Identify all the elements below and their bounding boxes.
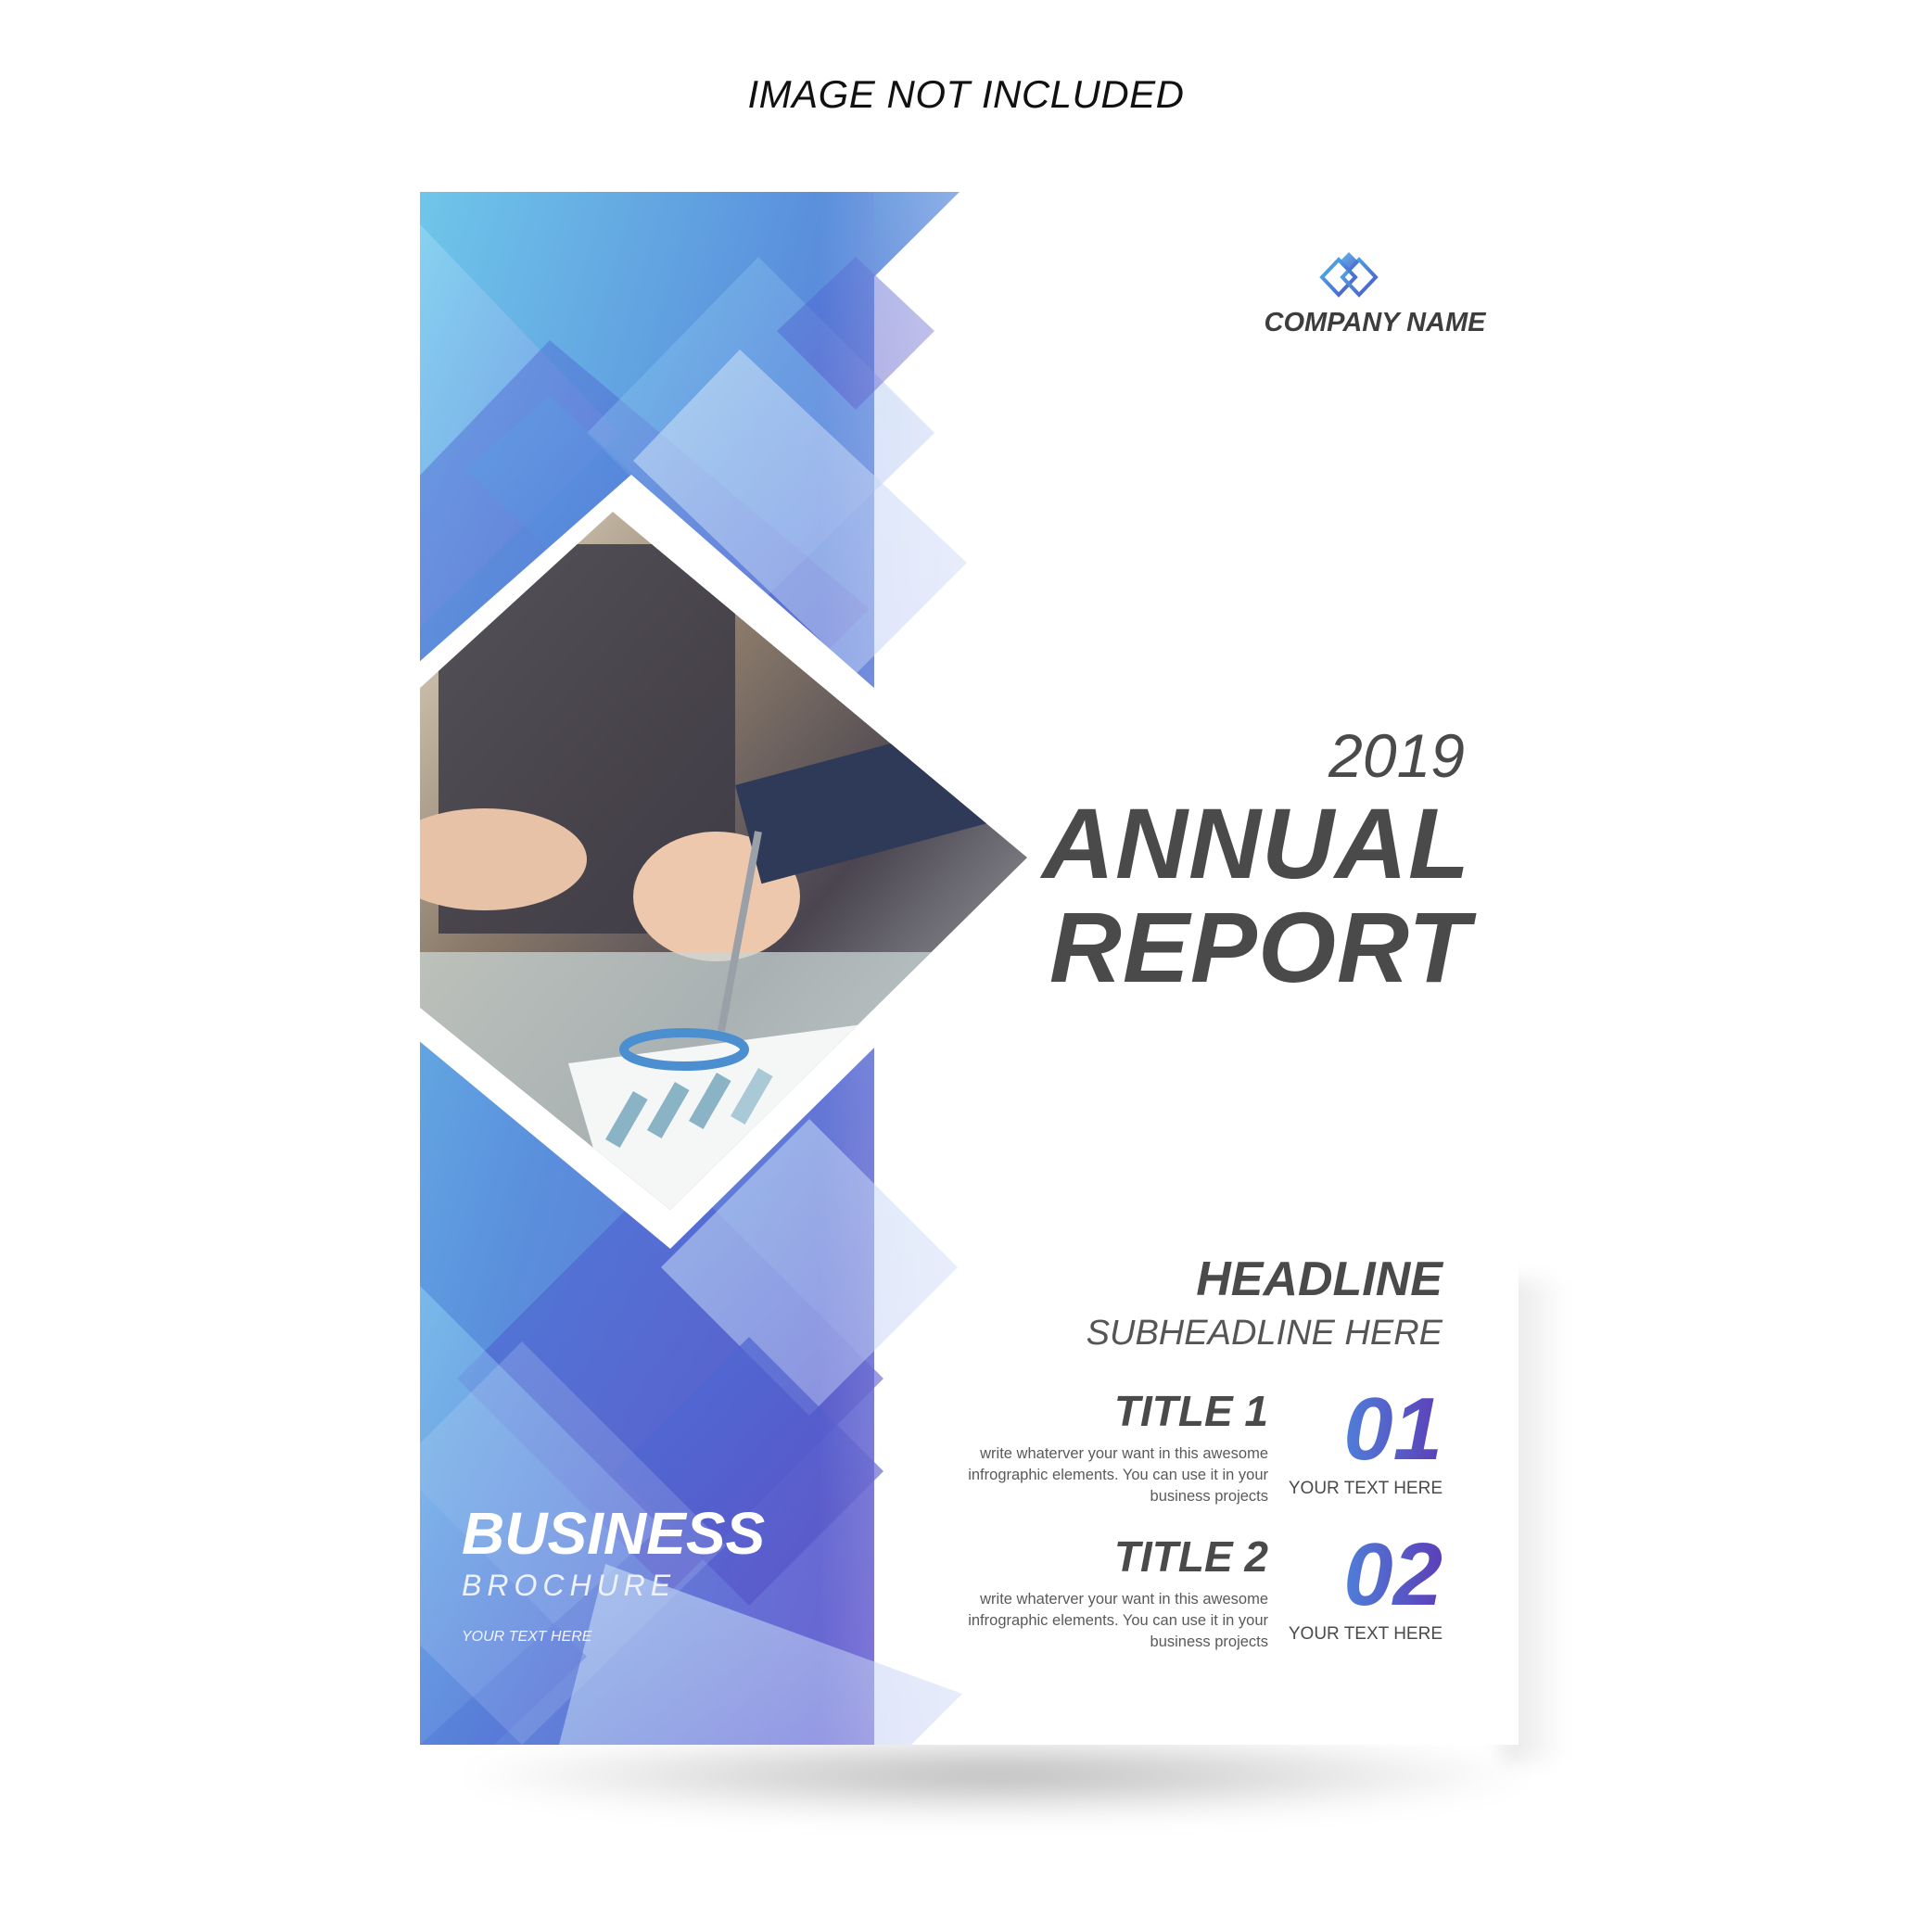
- image-not-included-notice: IMAGE NOT INCLUDED: [747, 72, 1185, 116]
- item-caption-1: YOUR TEXT HERE: [1288, 1479, 1443, 1498]
- company-name: COMPANY NAME: [1264, 308, 1486, 337]
- business-title: BUSINESS: [462, 1500, 766, 1567]
- item-title-2: TITLE 2: [1113, 1532, 1268, 1581]
- subheadline: SUBHEADLINE HERE: [1086, 1314, 1443, 1353]
- headline: HEADLINE: [1196, 1252, 1443, 1306]
- double-diamond-logo-icon: [1315, 252, 1384, 303]
- page-shadow: [464, 1734, 1530, 1817]
- report-title-line-2: REPORT: [1049, 891, 1470, 1003]
- item-number-1: 01: [1343, 1379, 1443, 1479]
- item-description-2: write whaterver your want in this awesome infrographic elements. You can use it in your business projects: [968, 1591, 1268, 1650]
- item-caption-2: YOUR TEXT HERE: [1288, 1624, 1443, 1644]
- business-caption: YOUR TEXT HERE: [462, 1629, 592, 1645]
- report-title-line-1: ANNUAL: [1042, 787, 1470, 899]
- item-title-1: TITLE 1: [1113, 1387, 1268, 1435]
- item-number-2: 02: [1343, 1525, 1443, 1624]
- brochure-cover: [420, 192, 1519, 1745]
- business-subtitle: BROCHURE: [462, 1569, 677, 1602]
- report-year: 2019: [1328, 721, 1465, 790]
- item-description-1: write whaterver your want in this awesome infrographic elements. You can use it in your business projects: [968, 1445, 1268, 1505]
